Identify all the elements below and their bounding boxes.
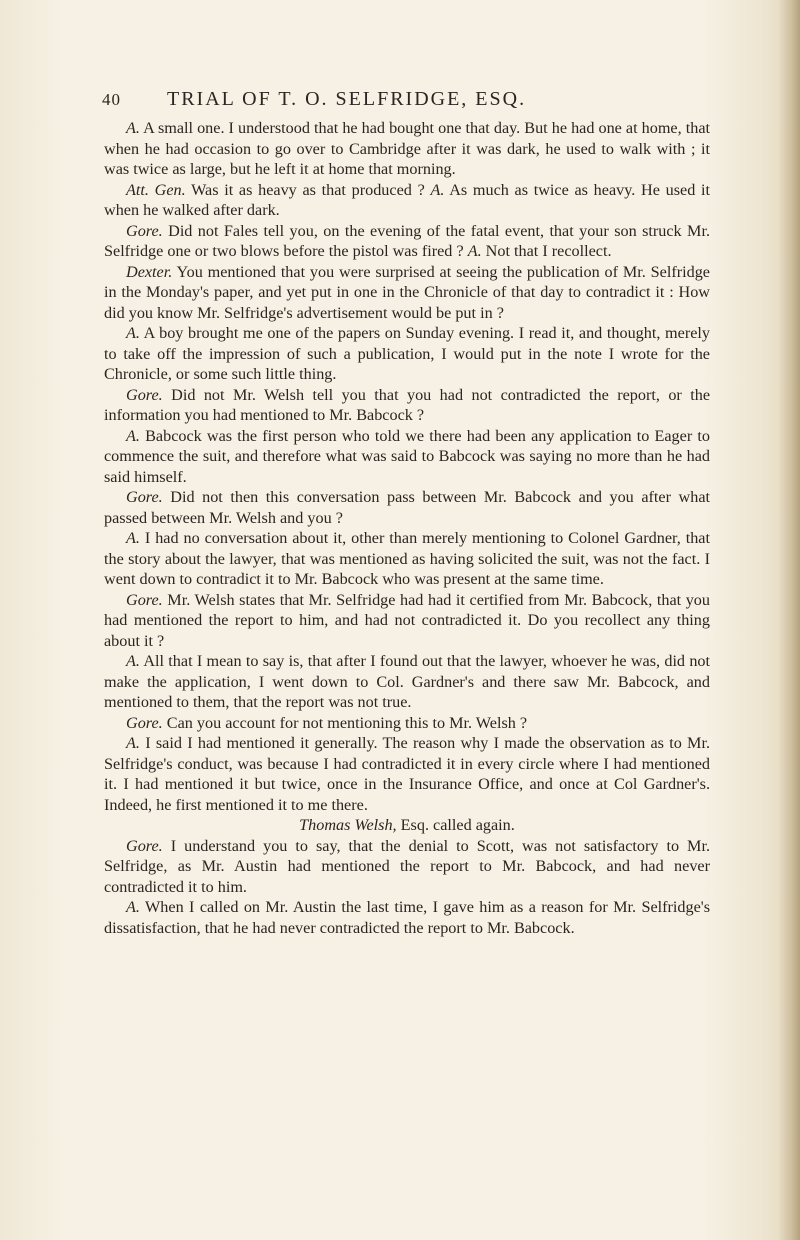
- speaker-label: Gore.: [126, 221, 163, 240]
- body-text: [104, 118, 710, 938]
- paragraph: [104, 385, 710, 426]
- paragraph-text: Did not then this conversation pass between Mr. Babcock and you after what passed between Mr. Welsh and you ?: [104, 488, 710, 527]
- paragraph: [104, 528, 710, 590]
- witness-name: Thomas Welsh,: [299, 816, 397, 834]
- paragraph-text: Babcock was the first person who told we there had been any application to Eager to commence the suit, and therefore what was said to Babcock was saying no more than he had said himself.: [104, 426, 710, 486]
- paragraph-text: Was it as heavy as that produced ?: [185, 180, 431, 199]
- speaker-label: A.: [126, 426, 140, 445]
- speaker-label: Dexter.: [126, 262, 173, 281]
- paragraph-text: Did not Mr. Welsh tell you that you had not contradicted the report, or the information you had mentioned to Mr. Babcock ?: [104, 385, 710, 424]
- paragraph: [104, 323, 710, 385]
- paragraph-text: All that I mean to say is, that after I found out that the lawyer, whoever he was, did not make the application, I went down to Col. Gardner's and there saw Mr. Babcock, and mentioned to them, that the report was not true.: [104, 652, 710, 711]
- paragraph-text: Esq. called again.: [396, 816, 515, 834]
- paragraph-text: A boy brought me one of the papers on Sunday evening. I read it, and thought, merely to take off the impression of such a publication, I would put in the note I wrote for the Chronicle, or some such little thing.: [104, 324, 710, 383]
- speaker-label: Att. Gen.: [126, 180, 186, 199]
- running-head: TRIAL OF T. O. SELFRIDGE, ESQ.: [167, 88, 527, 110]
- speaker-label: Gore.: [126, 590, 163, 609]
- speaker-label: A.: [126, 734, 140, 752]
- speaker-label: A.: [126, 119, 140, 137]
- page-header: [102, 88, 712, 111]
- speaker-label: Gore.: [126, 488, 163, 506]
- speaker-label: A.: [126, 898, 140, 916]
- paragraph-text: Did not Fales tell you, on the evening of the fatal event, that your son struck Mr. Selfridge one or two blows before the pistol was fired ?: [104, 221, 710, 260]
- speaker-label: A.: [126, 324, 140, 342]
- speaker-label: A.: [467, 242, 482, 260]
- paragraph: [104, 897, 710, 938]
- speaker-label: A.: [430, 180, 445, 199]
- paragraph-text: I understand you to say, that the denial to Scott, was not satisfactory to Mr. Selfridge, as Mr. Austin had mentioned the report to Mr. Babcock, and had never contradicted it to him.: [104, 836, 710, 896]
- paragraph: [104, 733, 710, 815]
- paragraph: [104, 426, 710, 488]
- paragraph-text: I had no conversation about it, other than merely mentioning to Colonel Gardner, that the story about the lawyer, that was mentioned as having solicited the suit, was not the fact. I went down to contradict it to Mr. Babcock who was present at the same time.: [104, 529, 710, 588]
- page-edge-shadow: [778, 0, 800, 1240]
- paragraph-text: You mentioned that you were surprised at seeing the publication of Mr. Selfridge in the Monday's paper, and yet put in one in the Chronicle of that day to contradict it : How did you know Mr. Selfridge's advertisement would be put in ?: [104, 262, 710, 322]
- page-number: 40: [102, 90, 121, 109]
- paragraph: [104, 487, 710, 528]
- speaker-label: A.: [126, 652, 140, 670]
- paragraph: [104, 262, 710, 324]
- paragraph: [104, 180, 710, 221]
- paragraph-text: As much as twice as heavy. He used it when he walked after dark.: [104, 180, 710, 219]
- paragraph-text: Can you account for not mentioning this to Mr. Welsh ?: [162, 713, 528, 732]
- witness-recalled-line: [104, 815, 710, 836]
- paragraph: [104, 836, 710, 898]
- paragraph: [104, 590, 710, 652]
- paragraph-text: A small one. I understood that he had bought one that day. But he had one at home, that when he had occasion to go over to Cambridge after it was dark, he used to walk with ; it was twice as large, but he left it at home that morning.: [104, 119, 710, 178]
- paragraph-text: I said I had mentioned it generally. The reason why I made the observation as to Mr. Selfridge's conduct, was because I had contradicted it in every circle where I had mentioned it. I had mentioned it but twice, once in the Insurance Office, and once at Col Gardner's. Indeed, he first mentioned it to me there.: [104, 734, 710, 814]
- speaker-label: A.: [126, 529, 140, 547]
- paragraph-text: Mr. Welsh states that Mr. Selfridge had had it certified from Mr. Babcock, that you had mentioned the report to him, and had not contradicted it. Do you recollect any thing about it ?: [104, 590, 710, 650]
- paragraph-text: Not that I recollect.: [481, 242, 612, 260]
- paragraph-text: When I called on Mr. Austin the last time, I gave him as a reason for Mr. Selfridge's dissatisfaction, that he had never contradicted the report to Mr. Babcock.: [104, 898, 710, 937]
- paragraph: [104, 651, 710, 713]
- paragraph: [104, 118, 710, 180]
- paragraph: [104, 221, 710, 262]
- speaker-label: Gore.: [126, 836, 163, 855]
- paragraph: [104, 713, 710, 734]
- speaker-label: Gore.: [126, 385, 163, 404]
- speaker-label: Gore.: [126, 713, 163, 732]
